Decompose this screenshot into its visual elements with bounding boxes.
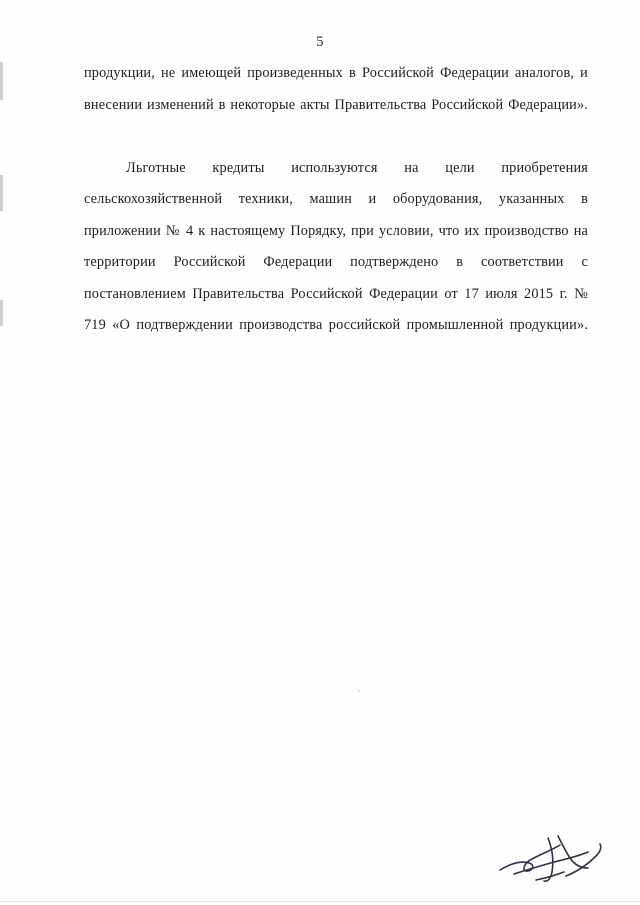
edge-mark (0, 300, 3, 326)
document-body (84, 58, 588, 373)
page-bottom-edge (0, 901, 640, 902)
edge-mark (0, 175, 3, 211)
handwritten-signature (496, 830, 606, 890)
edge-mark (0, 62, 3, 100)
page-number: 5 (316, 34, 324, 50)
paragraph: продукции, не имеющей произведенных в Российской Федерации аналогов, и внесении изменений в некоторые акты Правительства Российской Федерации». (84, 65, 588, 113)
page-edge-marks (0, 0, 6, 905)
page-speck (358, 690, 360, 692)
paragraph: Льготные кредиты используются на цели приобретения сельскохозяйственной техники, машин и оборудования, указанных в приложении № 4 к настоящему Порядку, при условии, что их производство на территории Российской Федерации подтверждено в соответствии с постановлением Правительства Российской Федерации от 17 июля 2015 г. № 719 «О подтверждении производства российской промышленной продукции». (84, 159, 588, 333)
